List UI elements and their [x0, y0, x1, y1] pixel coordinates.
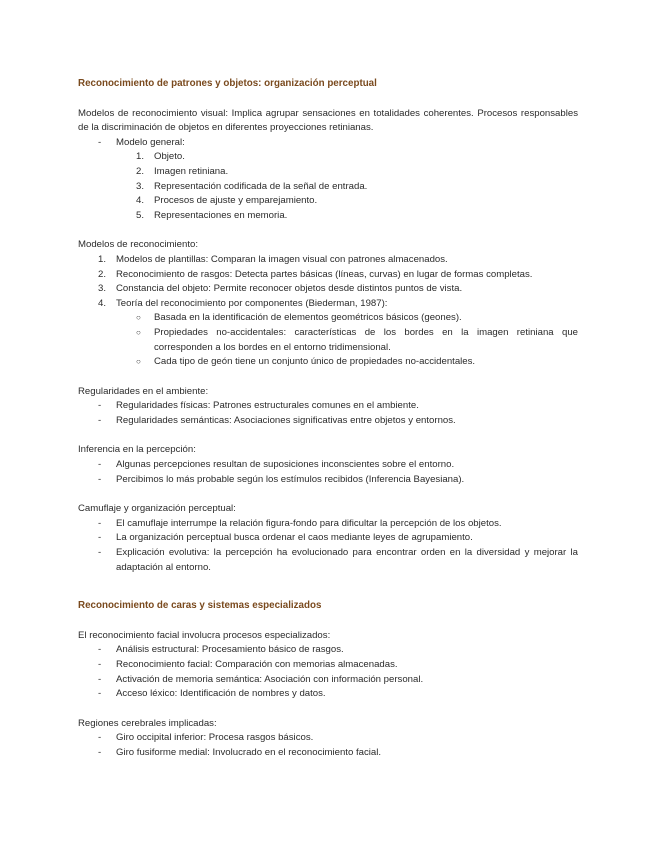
inference-list: [78, 458, 578, 487]
intro-paragraph: Modelos de reconocimiento visual: Implica agrupar sensaciones en totalidades coherentes. Procesos responsables de la discriminación de objetos en diferentes proyecciones retinianas.: [78, 107, 578, 134]
camouflage-label: Camuflaje y organización perceptual:: [78, 503, 236, 515]
list-item: ○ Cada tipo de geón tiene un conjunto único de propiedades no-accidentales.: [78, 355, 578, 370]
general-model-list: [78, 136, 578, 151]
section-heading-patterns: Reconocimiento de patrones y objetos: organización perceptual: [78, 78, 377, 89]
regularities-list: [78, 399, 578, 428]
list-item: - Análisis estructural: Procesamiento básico de rasgos.: [78, 643, 578, 658]
recognition-models-label: Modelos de reconocimiento:: [78, 239, 198, 251]
facial-block: [78, 629, 578, 702]
regions-block: [78, 717, 578, 761]
facial-label: El reconocimiento facial involucra procesos especializados:: [78, 629, 331, 641]
list-item: - Modelo general:: [78, 136, 578, 151]
list-item: - Regularidades semánticas: Asociaciones significativas entre objetos y entornos.: [78, 414, 578, 429]
regularities-block: [78, 385, 578, 429]
list-item: - Algunas percepciones resultan de suposiciones inconscientes sobre el entorno.: [78, 458, 578, 473]
list-item: - Giro occipital inferior: Procesa rasgos básicos.: [78, 731, 578, 746]
general-model-steps: [78, 150, 578, 223]
list-item: 5. Representaciones en memoria.: [136, 209, 288, 221]
list-item: 2. Imagen retiniana.: [136, 165, 229, 177]
list-item: - La organización perceptual busca ordenar el caos mediante leyes de agrupamiento.: [78, 531, 578, 546]
regions-label: Regiones cerebrales implicadas:: [78, 717, 217, 729]
regularities-label: Regularidades en el ambiente:: [78, 385, 209, 397]
inference-block: [78, 443, 578, 487]
inference-label: Inferencia en la percepción:: [78, 444, 196, 456]
recognition-models-list: [78, 253, 578, 311]
camouflage-block: [78, 502, 578, 575]
list-item: - Explicación evolutiva: la percepción ha evolucionado para encontrar orden en la diversidad y mejorar la adaptación al entorno.: [78, 546, 578, 575]
list-item: ○ Basada en la identificación de elementos geométricos básicos (geones).: [78, 311, 578, 326]
list-item: - Activación de memoria semántica: Asociación con información personal.: [78, 673, 578, 688]
list-item: 2. Reconocimiento de rasgos: Detecta partes básicas (líneas, curvas) en lugar de formas completas.: [98, 268, 533, 280]
recognition-models-block: [78, 238, 578, 369]
regions-list: [78, 731, 578, 760]
list-item: - Giro fusiforme medial: Involucrado en el reconocimiento facial.: [78, 746, 578, 761]
list-item: - El camuflaje interrumpe la relación figura-fondo para dificultar la percepción de los objetos.: [78, 517, 578, 532]
facial-list: [78, 643, 578, 701]
list-item: ○ Propiedades no-accidentales: características de los bordes en la imagen retiniana que corresponden a los bordes en el entorno tridimensional.: [78, 326, 578, 355]
list-item: 3. Constancia del objeto: Permite reconocer objetos desde distintos puntos de vista.: [98, 283, 463, 295]
rbc-points-list: [78, 311, 578, 369]
list-item: 4. Procesos de ajuste y emparejamiento.: [136, 195, 318, 207]
list-item: - Regularidades físicas: Patrones estructurales comunes en el ambiente.: [78, 399, 578, 414]
list-item: - Reconocimiento facial: Comparación con memorias almacenadas.: [78, 658, 578, 673]
list-item: - Acceso léxico: Identificación de nombres y datos.: [78, 687, 578, 702]
list-item: 1. Modelos de plantillas: Comparan la imagen visual con patrones almacenados.: [98, 253, 448, 265]
section-heading-faces: Reconocimiento de caras y sistemas especializados: [78, 600, 322, 612]
camouflage-list: [78, 517, 578, 575]
document-content: [78, 77, 578, 761]
list-item: - Percibimos lo más probable según los estímulos recibidos (Inferencia Bayesiana).: [78, 473, 578, 488]
list-item: 3. Representación codificada de la señal de entrada.: [136, 180, 368, 192]
list-item: 4. Teoría del reconocimiento por componentes (Biederman, 1987):: [98, 297, 388, 309]
list-item: 1. Objeto.: [136, 151, 185, 163]
